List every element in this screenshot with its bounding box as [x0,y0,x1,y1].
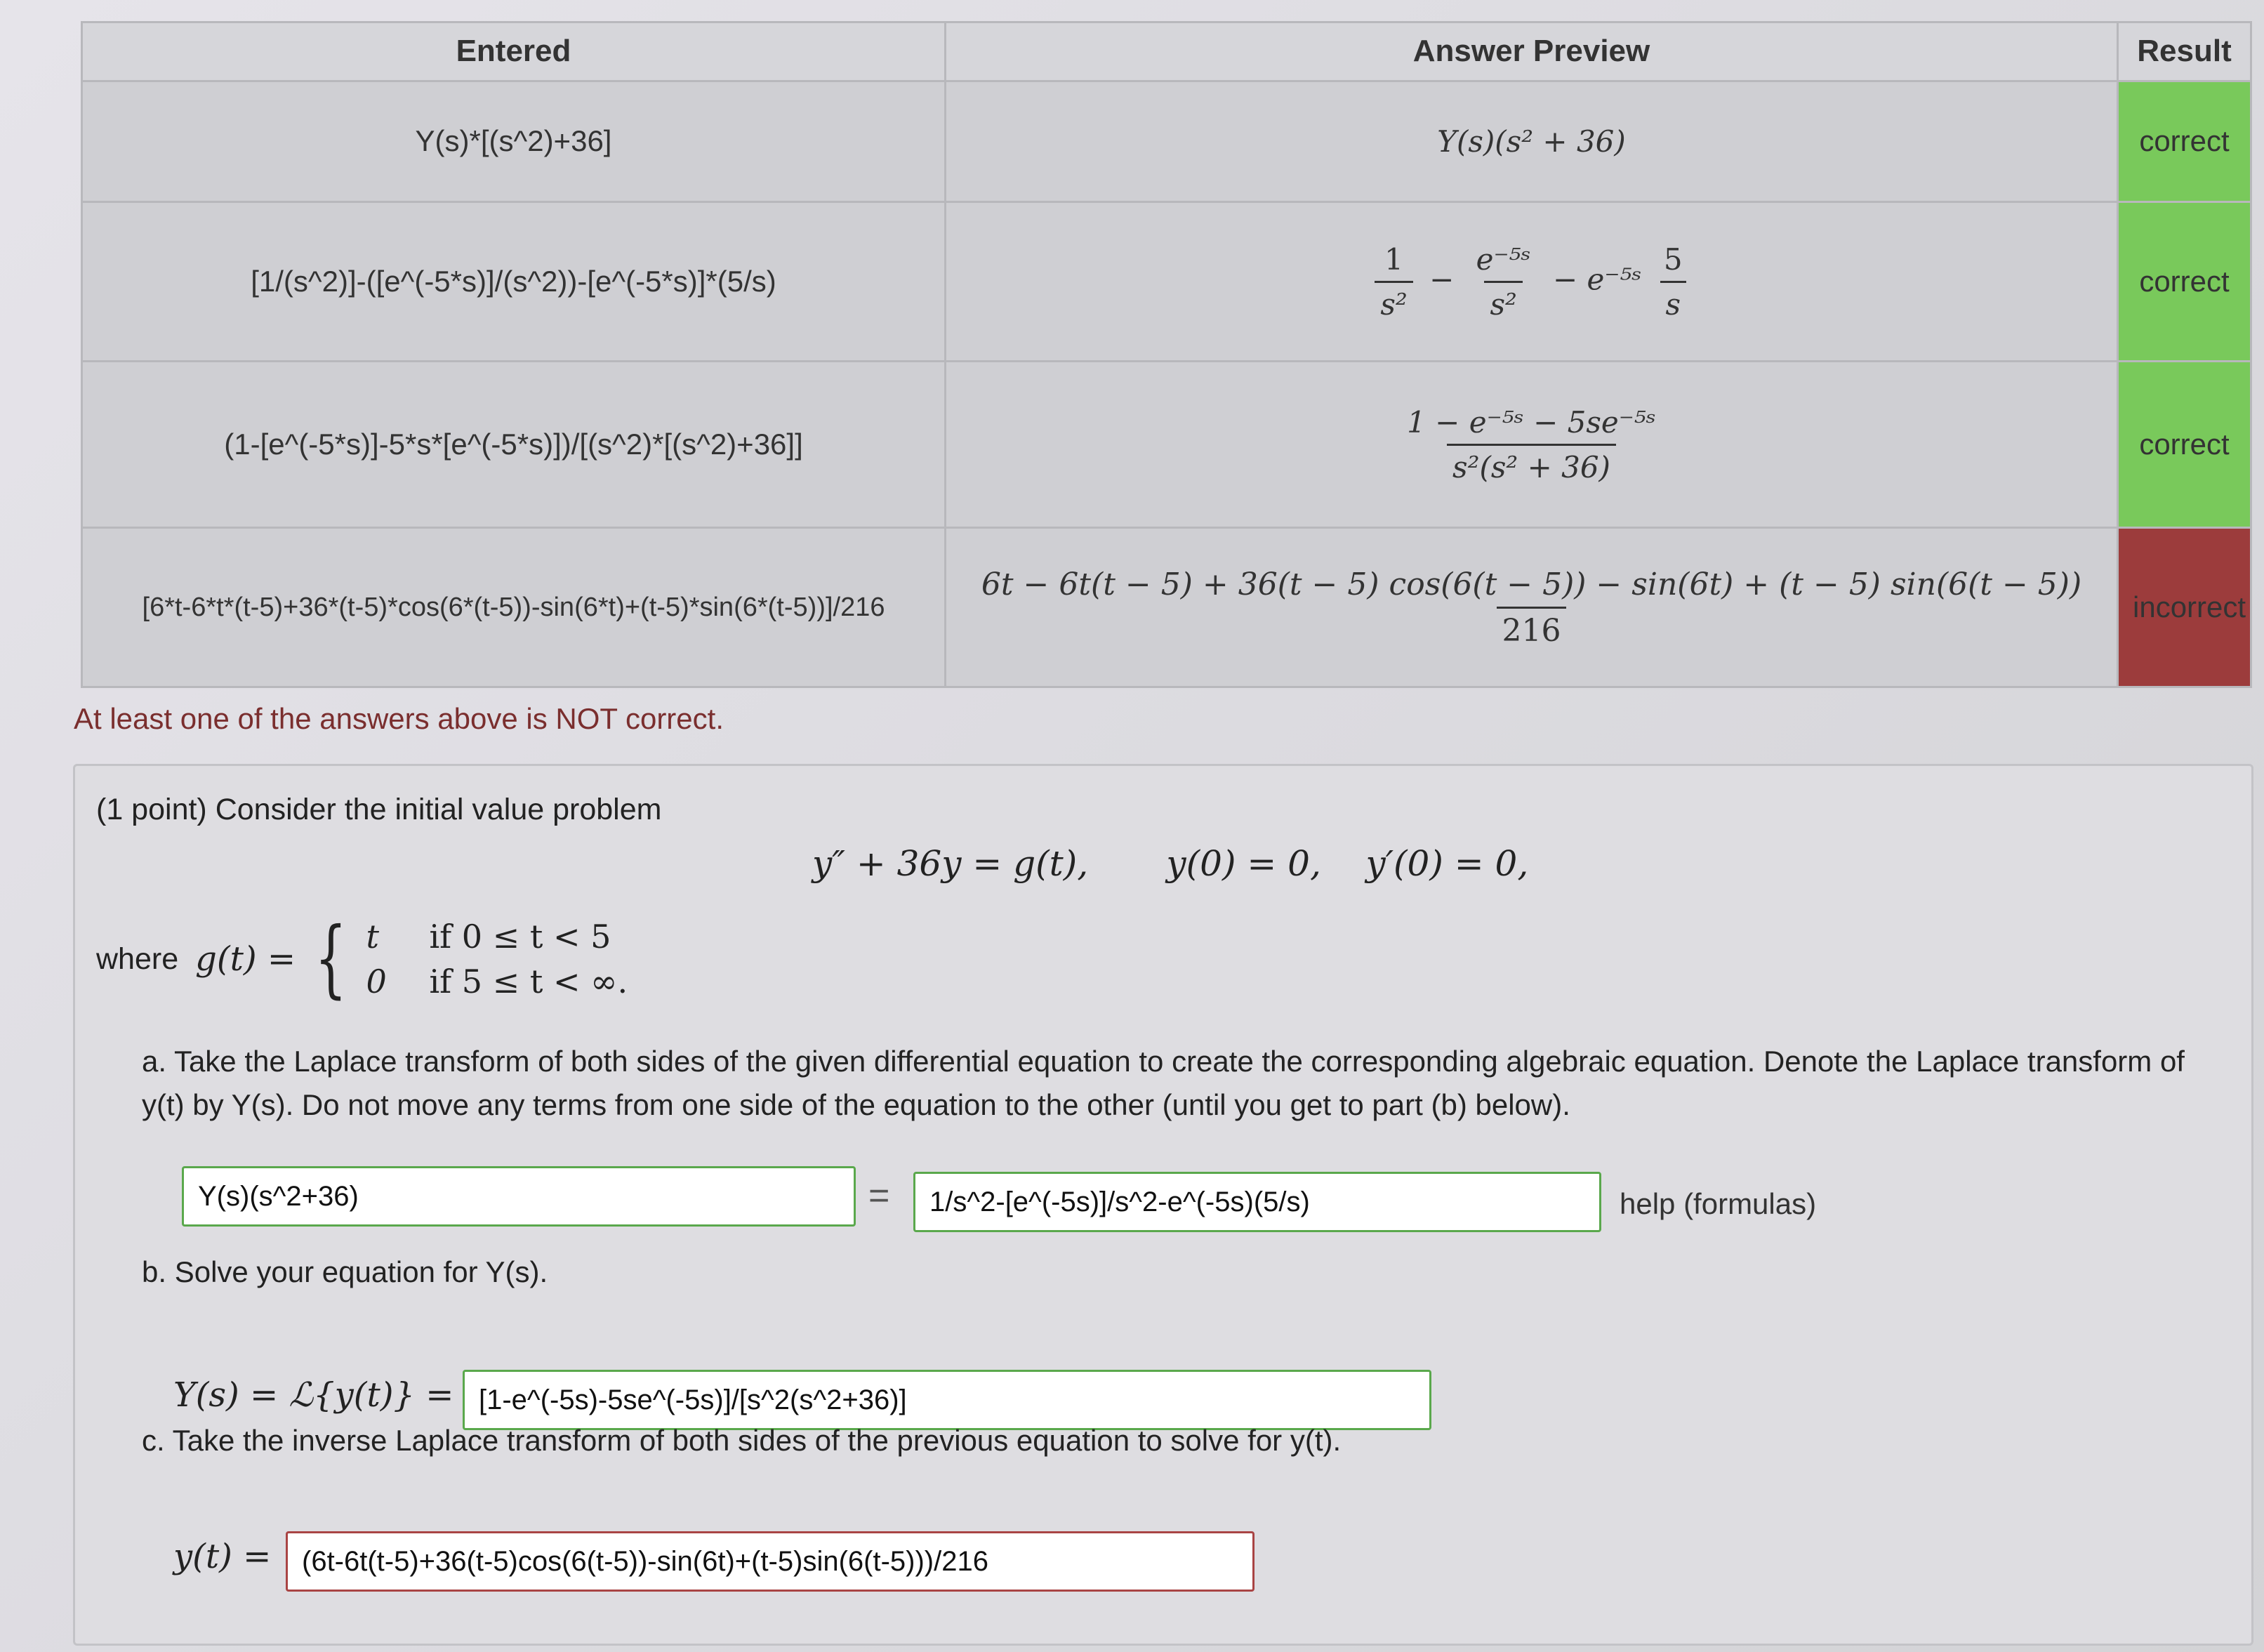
fraction-numerator: 1 [1384,242,1403,277]
case-value: t [366,918,379,956]
help-formulas-link[interactable]: help (formulas) [1620,1187,1817,1220]
part-a-rhs-input[interactable]: 1/s^2-[e^(-5s)]/s^2-e^(-5s)(5/s) [913,1172,1601,1232]
g-label: g(t) = [195,939,296,979]
fraction-numerator: e⁻⁵ˢ [1476,242,1531,277]
piecewise-definition [96,910,628,1007]
fraction [1471,242,1537,322]
fraction-numerator: 5 [1663,242,1683,277]
case-value: 0 [366,963,387,1000]
cases [366,918,628,1000]
entered-cell: Y(s)*[(s^2)+36] [82,81,946,201]
preview-cell [946,528,2118,687]
entered-cell: (1-[e^(-5*s)]-5*s*[e^(-5*s)])/[(s^2)*[(s^2)+36]] [82,362,946,528]
fraction-denominator: s² [1484,281,1522,322]
header-entered: Entered [82,22,946,81]
result-badge: correct [2118,81,2251,201]
preview-cell [946,81,2118,201]
part-a-instructions: a. Take the Laplace transform of both sides of the given differential equation to create the corresponding algebraic equation. Denote the Laplace transform of y(t) by Y(s). Do not move any terms from one side of the equation to the other (until you get to part (b) below). [142,1045,2185,1121]
status-message: At least one of the answers above is NOT correct. [74,702,724,735]
preview-cell [946,362,2118,528]
equals-sign: = [868,1175,890,1216]
fraction-denominator: s²(s² + 36) [1447,444,1616,484]
case-condition: if 5 ≤ t < ∞. [429,963,628,1000]
case-row [366,963,628,1000]
fraction [1375,242,1412,322]
part-b-instructions: b. Solve your equation for Y(s). [142,1255,548,1288]
table-row [82,362,2251,528]
case-condition: if 0 ≤ t < 5 [429,918,611,956]
entered-cell: [1/(s^2)]-([e^(-5*s)]/(s^2))-[e^(-5*s)]*(5/s) [82,202,946,362]
problem-intro: (1 point) Consider the initial value problem [96,793,662,826]
header-result: Result [2118,22,2251,81]
entered-cell: [6*t-6*t*(t-5)+36*(t-5)*cos(6*(t-5))-sin(6*t)+(t-5)*sin(6*(t-5))]/216 [82,528,946,687]
case-row [366,918,628,956]
fraction [1401,405,1662,484]
table-row [82,81,2251,201]
where-label: where [96,941,179,976]
part-c-instructions: c. Take the inverse Laplace transform of both sides of the previous equation to solve for y(t). [142,1424,1342,1457]
fraction-denominator: s² [1375,281,1412,322]
fraction-numerator: 6t − 6t(t − 5) + 36(t − 5) cos(6(t − 5)) − sin(6t) + (t − 5) sin(6(t − 5)) [981,566,2082,602]
part-c-input[interactable]: (6t-6t(t-5)+36(t-5)cos(6(t-5))-sin(6t)+(t-5)sin(6(t-5)))/216 [286,1531,1255,1592]
table-row [82,202,2251,362]
left-brace: { [315,910,347,1007]
problem-panel [73,764,2253,1646]
preview-term: − e⁻⁵ˢ [1553,262,1642,297]
result-badge: correct [2118,202,2251,362]
g-function [195,910,628,1007]
fraction-denominator: s [1660,281,1687,322]
table-header-row [82,22,2251,81]
part-b-input[interactable]: [1-e^(-5s)-5se^(-5s)]/[s^2(s^2+36)] [463,1370,1431,1430]
part-c-lhs: y(t) = [173,1537,272,1576]
result-badge: incorrect [2118,528,2251,687]
fraction [1658,242,1688,322]
ode-equation: y″ + 36y = g(t), y(0) = 0, y′(0) = 0, [812,843,1529,884]
preview-cell: $\frac{1}{\text{s²}}$ − $\frac{\text{e⁻⁵ˢ}}{\text{s²}}$ − e⁻⁵ˢ $\frac{5}{s}$ [946,202,2118,362]
header-answer-preview: Answer Preview [946,22,2118,81]
table-row [82,528,2251,687]
fraction-denominator: 216 [1497,607,1567,649]
part-b-lhs: Y(s) = ℒ{y(t)} = [173,1375,454,1415]
fraction-numerator: 1 − e⁻⁵ˢ − 5se⁻⁵ˢ [1407,404,1656,440]
result-badge: correct [2118,362,2251,528]
preview-expression: Y(s)(s² + 36) [1437,124,1626,159]
fraction [976,567,2087,649]
answer-results-table [81,21,2252,688]
part-a-lhs-input[interactable]: Y(s)(s^2+36) [182,1166,856,1227]
